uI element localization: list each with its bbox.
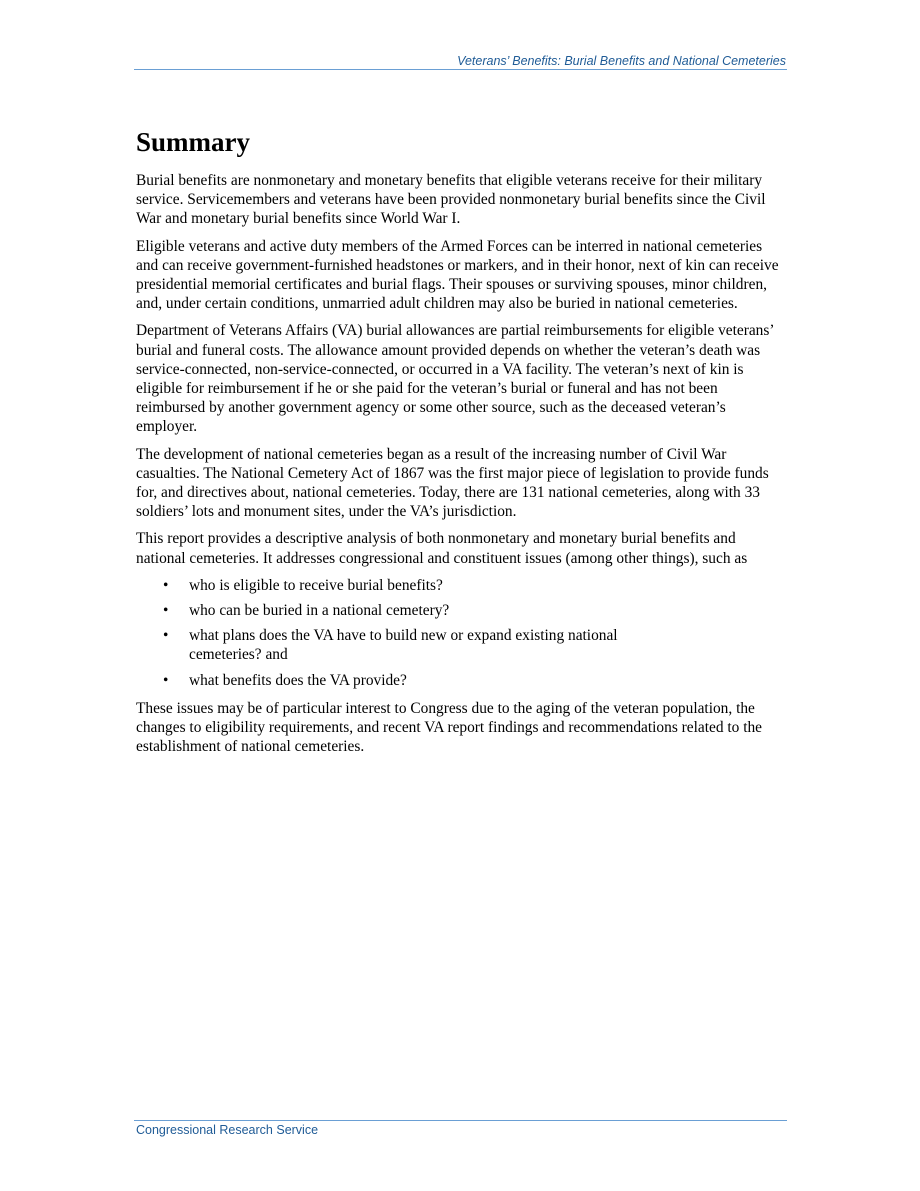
paragraph-1: Burial benefits are nonmonetary and monetary benefits that eligible veterans receive for their military service. Servicemembers and veterans have been provided nonmonetary burial benefits since the Civil War and monetary burial benefits since World War I.: [136, 172, 766, 228]
bullet-icon: •: [163, 602, 169, 620]
list-item-text: what benefits does the VA provide?: [189, 671, 407, 689]
running-header: Veterans’ Benefits: Burial Benefits and National Cemeteries: [457, 54, 786, 68]
list-item: [136, 626, 788, 664]
paragraph-4: The development of national cemeteries began as a result of the increasing number of Civil War casualties. The National Cemetery Act of 1867 was the first major piece of legislation to provide funds for, and directives about, national cemeteries. Today, there are 131 national cemeteries, along with 33 soldiers’ lots and monument sites, under the VA’s jurisdiction.: [136, 445, 769, 521]
list-item-text: who is eligible to receive burial benefits?: [189, 576, 443, 594]
list-item: [136, 576, 788, 595]
footer-rule: [134, 1120, 787, 1121]
summary-section: [136, 124, 788, 764]
issues-list: [136, 576, 788, 690]
paragraph-5: This report provides a descriptive analysis of both nonmonetary and monetary burial benefits and national cemeteries. It addresses congressional and constituent issues (among other things), such as: [136, 530, 748, 567]
list-item: [136, 601, 788, 620]
bullet-icon: •: [163, 576, 169, 594]
bullet-icon: •: [163, 671, 169, 689]
paragraph-2: Eligible veterans and active duty members of the Armed Forces can be interred in national cemeteries and can receive government-furnished headstones or markers, and in their honor, next of kin can receive presidential memorial certificates and burial flags. Their spouses or surviving spouses, minor children, and, under certain conditions, unmarried adult children may also be buried in national cemeteries.: [136, 237, 779, 313]
closing-paragraph: These issues may be of particular interest to Congress due to the aging of the veteran population, the changes to eligibility requirements, and recent VA report findings and recommendations related to the establishment of national cemeteries.: [136, 699, 762, 756]
list-item-text: what plans does the VA have to build new or expand existing national cemeteries? and: [189, 627, 618, 664]
list-item: [136, 671, 788, 690]
page-title: Summary: [136, 127, 250, 157]
header-rule: [134, 69, 787, 70]
list-item-text: who can be buried in a national cemetery?: [189, 602, 450, 620]
bullet-icon: •: [163, 627, 169, 645]
footer-organization: Congressional Research Service: [136, 1123, 319, 1137]
paragraph-3: Department of Veterans Affairs (VA) burial allowances are partial reimbursements for eligible veterans’ burial and funeral costs. The allowance amount provided depends on whether the veteran’s death was service-connected, non-service-connected, or occurred in a VA facility. The veteran’s next of kin is eligible for reimbursement if he or she paid for the veteran’s burial or funeral and has not been reimbursed by another government agency or some other source, such as the deceased veteran’s employer.: [136, 322, 774, 436]
